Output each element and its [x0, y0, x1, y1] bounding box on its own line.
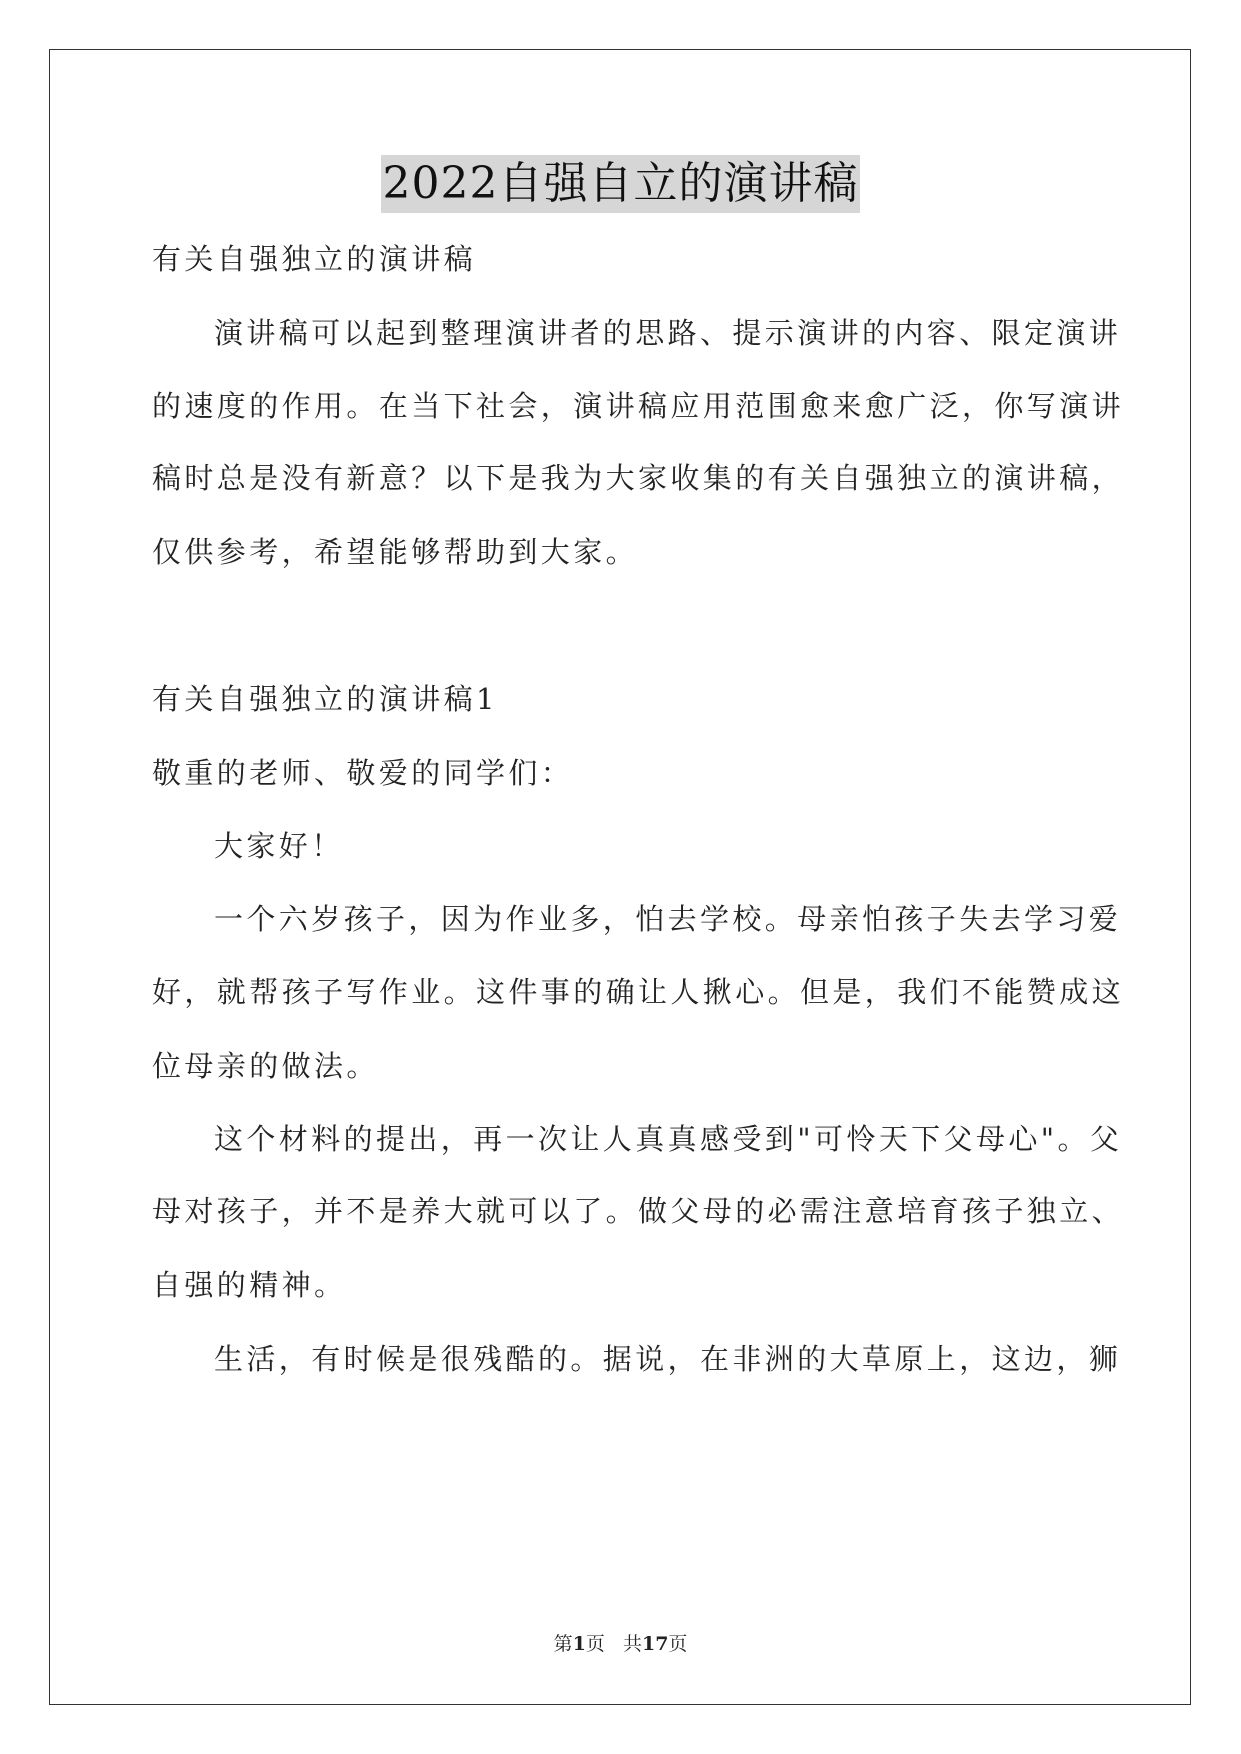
paragraph-line: 演讲稿可以起到整理演讲者的思路、提示演讲的内容、限定演讲 [214, 316, 1122, 350]
greeting: 大家好！ [214, 829, 344, 863]
paragraph-line: 自强的精神。 [152, 1268, 347, 1302]
paragraph-line: 仅供参考，希望能够帮助到大家。 [152, 535, 639, 569]
paragraph-line: 的速度的作用。在当下社会，演讲稿应用范围愈来愈广泛，你写演讲 [152, 389, 1125, 423]
page-border [49, 49, 1191, 1705]
total-suffix: 页 [668, 1633, 688, 1655]
paragraph-line: 位母亲的做法。 [152, 1049, 379, 1083]
section-heading: 有关自强独立的演讲稿1 [152, 682, 498, 716]
total-prefix: 共 [622, 1633, 642, 1655]
page-suffix: 页 [585, 1633, 605, 1655]
total-pages: 17 [641, 1633, 669, 1655]
paragraph-line: 母对孩子，并不是养大就可以了。做父母的必需注意培育孩子独立、 [152, 1194, 1125, 1228]
page-footer [0, 1629, 1241, 1656]
paragraph-line: 生活，有时候是很残酷的。据说，在非洲的大草原上，这边，狮 [214, 1342, 1122, 1376]
paragraph-line: 这个材料的提出，再一次让人真真感受到"可怜天下父母心"。父 [214, 1122, 1123, 1156]
paragraph-line: 一个六岁孩子，因为作业多，怕去学校。母亲怕孩子失去学习爱 [214, 902, 1122, 936]
page-number: 1 [572, 1633, 586, 1655]
section-heading: 有关自强独立的演讲稿 [152, 242, 477, 276]
salutation: 敬重的老师、敬爱的同学们： [152, 756, 574, 790]
paragraph-line: 好，就帮孩子写作业。这件事的确让人揪心。但是，我们不能赞成这 [152, 975, 1125, 1009]
document-title: 2022自强自立的演讲稿 [381, 155, 861, 213]
page-prefix: 第 [553, 1633, 573, 1655]
title-wrap [0, 155, 1241, 213]
paragraph-line: 稿时总是没有新意？以下是我为大家收集的有关自强独立的演讲稿， [152, 461, 1125, 495]
